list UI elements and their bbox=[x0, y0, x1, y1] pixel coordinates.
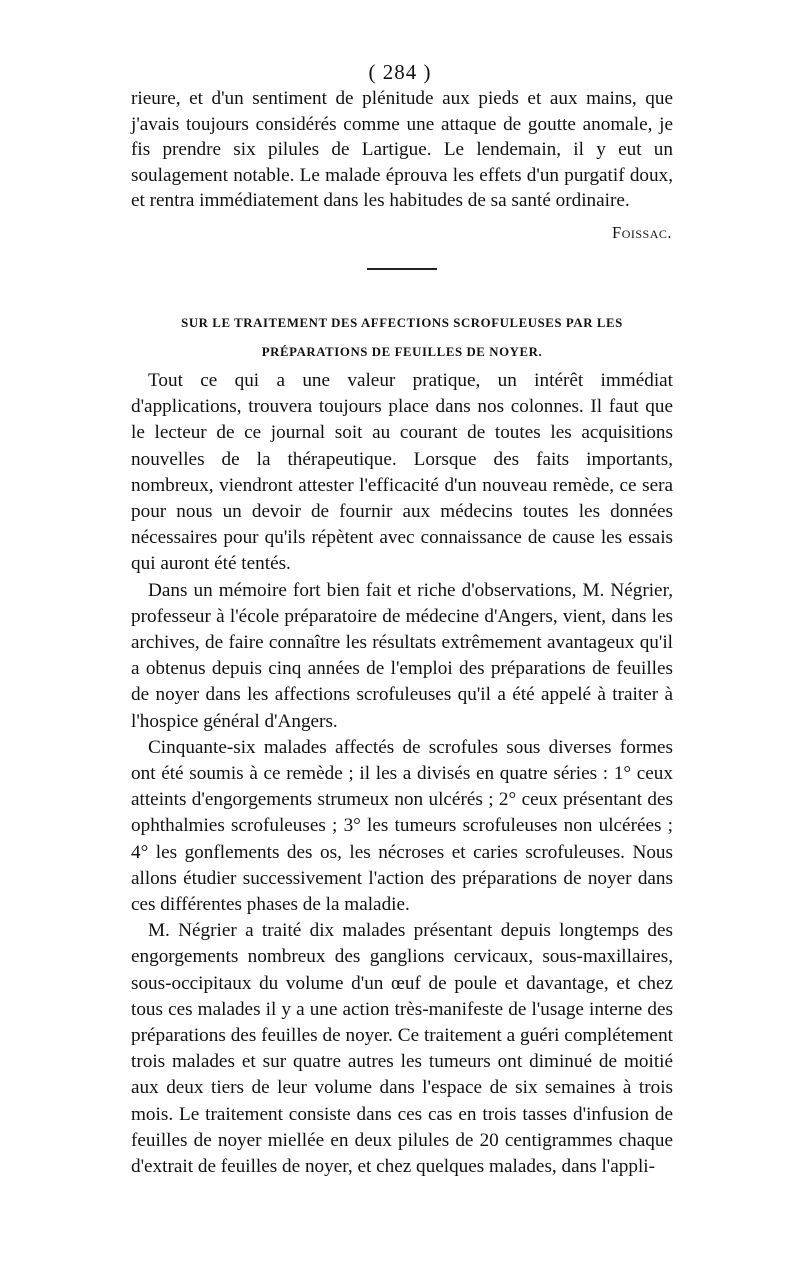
section-title-line-1: SUR LE TRAITEMENT DES AFFECTIONS SCROFULEUSES PAR LES bbox=[181, 316, 623, 330]
section-title-line-2: PRÉPARATIONS DE FEUILLES DE NOYER. bbox=[261, 345, 543, 359]
continued-paragraph bbox=[131, 86, 673, 214]
paragraph-1: Tout ce qui a une valeur pratique, un intérêt immédiat d'applications, trouvera toujours place dans nos colonnes. Il faut que le lecteur de ce journal soit au courant de toutes les acquisitions nouvelles de la thérapeutique. Lorsque des faits importants, nombreux, viendront attester l'efficacité d'un nouveau remède, ce sera pour nous un devoir de fournir aux médecins toutes les données nécessaires pour qu'ils répètent avec connaissance de cause les essais qui auront été tentés. bbox=[131, 370, 673, 575]
article-body bbox=[131, 368, 673, 1180]
section-title bbox=[131, 309, 673, 367]
paragraph-4: M. Négrier a traité dix malades présentant depuis longtemps des engorgements nombreux des ganglions cervicaux, sous-maxillaires, sous-occipitaux du volume d'un œuf de poule et davantage, et chez tous ces malades il y a une action très-manifeste de l'usage interne des préparations des feuilles de noyer. Ce traitement a guéri complétement trois malades et sur quatre autres les tumeurs ont diminué de moitié aux deux tiers de leur volume dans l'espace de six semaines à trois mois. Le traitement consiste dans ces cas en trois tasses d'infusion de feuilles de noyer miellée en deux pilules de 20 centigrammes chaque d'extrait de feuilles de noyer, et chez quelques malades, dans l'appli- bbox=[131, 920, 673, 1178]
author-signature: Foissac. bbox=[612, 223, 672, 242]
page-number: ( 284 ) bbox=[368, 60, 432, 84]
paragraph-2: Dans un mémoire fort bien fait et riche d'observations, M. Négrier, professeur à l'école préparatoire de médecine d'Angers, vient, dans les archives, de faire connaître les résultats extrêmement avantageux qu'il a obtenus depuis cinq années de l'emploi des préparations de feuilles de noyer dans les affections scrofuleuses qu'il a été appelé à traiter à l'hospice général d'Angers. bbox=[131, 579, 673, 732]
section-divider bbox=[367, 268, 437, 270]
paragraph: rieure, et d'un sentiment de plénitude aux pieds et aux mains, que j'avais toujours considérés comme une attaque de goutte anomale, je fis prendre six pilules de Lartigue. Le lendemain, il y eut un soulagement notable. Le malade éprouva les effets d'un purgatif doux, et rentra immédiatement dans les habitudes de sa santé ordinaire. bbox=[131, 88, 673, 212]
paragraph-3: Cinquante-six malades affectés de scrofules sous diverses formes ont été soumis à ce remède ; il les a divisés en quatre séries : 1° ceux atteints d'engorgements strumeux non ulcérés ; 2° ceux présentant des ophthalmies scrofuleuses ; 3° les tumeurs scrofuleuses non ulcérées ; 4° les gonflements des os, les nécroses et caries scrofuleuses. Nous allons étudier successivement l'action des préparations de noyer dans ces différentes phases de la maladie. bbox=[131, 736, 673, 916]
